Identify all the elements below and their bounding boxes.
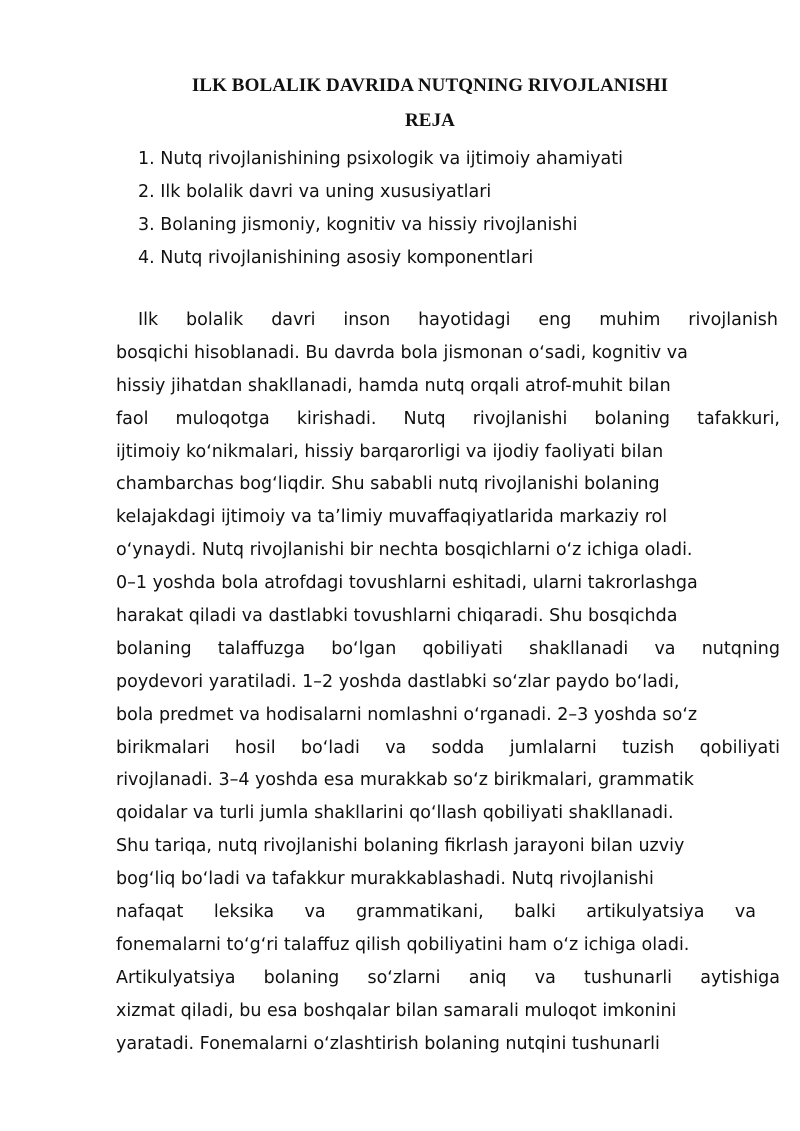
plan-item: 4. Nutq rivojlanishining asosiy komponentlari [138,248,534,268]
text-line: rivojlanadi. 3–4 yoshda esa murakkab soʻz birikmalari, grammatik [116,770,694,791]
plan-item: 1. Nutq rivojlanishining psixologik va ijtimoiy ahamiyati [138,149,624,169]
text-line: bosqichi hisoblanadi. Bu davrda bola jismonan oʻsadi, kognitiv va [116,342,688,363]
text-line: Shu tariqa, nutq rivojlanishi bolaning fikrlash jarayoni bilan uzviy [116,836,685,857]
plan-list [138,143,623,275]
body-paragraph [116,304,780,1060]
text-line: kelajakdagi ijtimoiy va taʼlimiy muvaffaqiyatlarida markaziy rol [116,507,668,528]
text-line: faol muloqotga kirishadi. Nutq rivojlanishi bolaning tafakkuri, [116,408,780,429]
text-line: hissiy jihatdan shakllanadi, hamda nutq orqali atrof-muhit bilan [116,375,671,396]
text-line: poydevori yaratiladi. 1–2 yoshda dastlabki soʻzlar paydo boʻladi, [116,671,680,692]
text-line: yaratadi. Fonemalarni oʻzlashtirish bolaning nutqini tushunarli [116,1033,660,1054]
text-line: nafaqat leksika va grammatikani, balki artikulyatsiya va [116,902,756,923]
text-line: bola predmet va hodisalarni nomlashni oʻrganadi. 2–3 yoshda soʻz [116,704,698,725]
text-line: xizmat qiladi, bu esa boshqalar bilan samarali muloqot imkonini [116,1000,677,1021]
plan-item: 2. Ilk bolalik davri va uning xususiyatlari [138,182,492,202]
text-line: harakat qiladi va dastlabki tovushlarni chiqaradi. Shu bosqichda [116,606,678,627]
text-line: fonemalarni toʻgʻri talaffuz qilish qobiliyatini ham oʻz ichiga oladi. [116,934,690,955]
text-line: Artikulyatsiya bolaning soʻzlarni aniq va tushunarli aytishiga [116,967,780,988]
text-line: chambarchas bogʻliqdir. Shu sababli nutq rivojlanishi bolaning [116,474,660,495]
text-line: ijtimoiy koʻnikmalari, hissiy barqarorligi va ijodiy faoliyati bilan [116,441,664,462]
text-line: oʻynaydi. Nutq rivojlanishi bir nechta bosqichlarni oʻz ichiga oladi. [116,540,693,561]
plan-item: 3. Bolaning jismoniy, kognitiv va hissiy rivojlanishi [138,215,578,235]
text-line: Ilk bolalik davri inson hayotidagi eng muhim rivojlanish [138,310,778,330]
text-line: 0–1 yoshda bola atrofdagi tovushlarni eshitadi, ularni takrorlashga [116,573,698,594]
text-line: bolaning talaffuzga boʻlgan qobiliyati shakllanadi va nutqning [116,638,780,659]
document-title: ILK BOLALIK DAVRIDA NUTQNING RIVOJLANISHI [191,75,669,96]
text-line: birikmalari hosil boʻladi va sodda jumlalarni tuzish qobiliyati [116,737,780,758]
text-line: bogʻliq boʻladi va tafakkur murakkablashadi. Nutq rivojlanishi [116,869,654,890]
text-line: qoidalar va turli jumla shakllarini qoʻllash qobiliyati shakllanadi. [116,803,674,824]
plan-heading: REJA [404,110,455,131]
